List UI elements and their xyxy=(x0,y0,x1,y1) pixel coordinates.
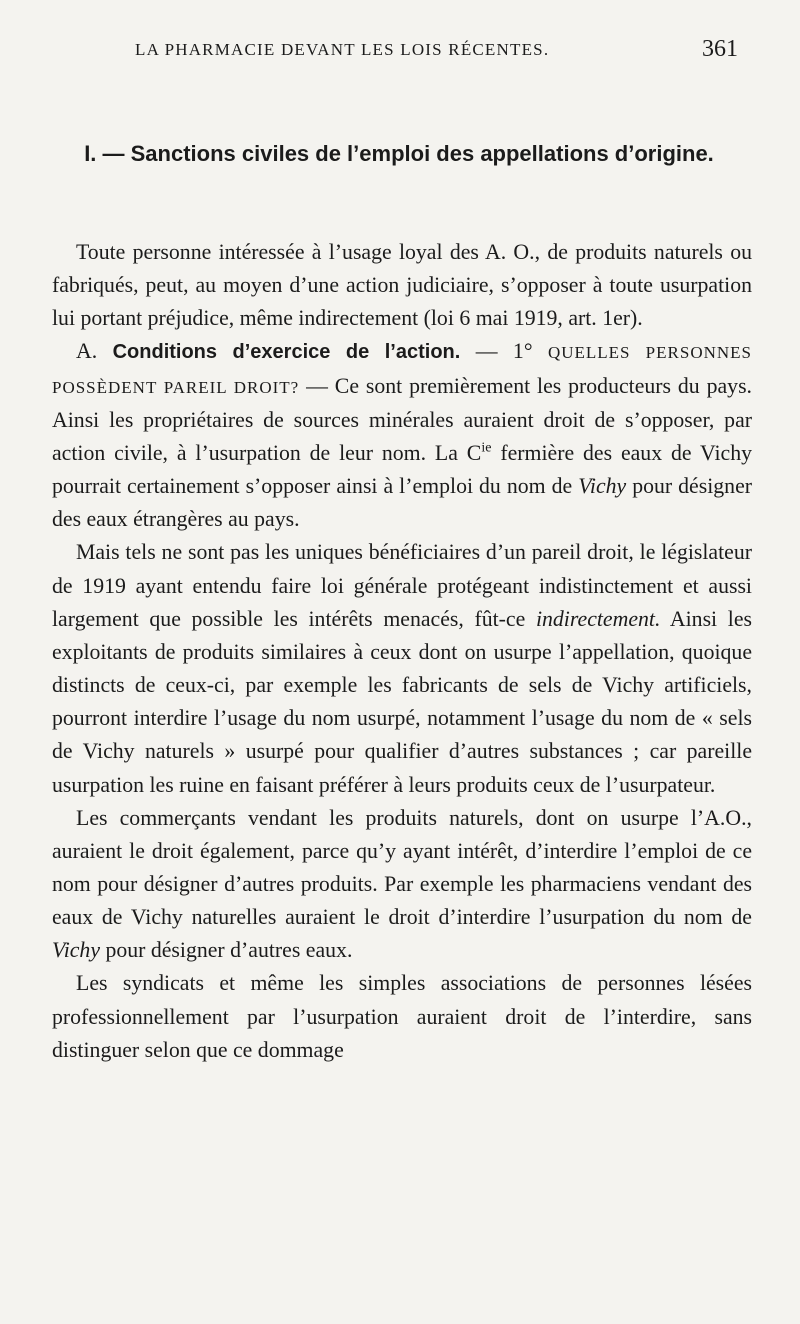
paragraph-2 xyxy=(52,335,752,536)
paragraph-4-text-2: pour désigner d’autres eaux. xyxy=(100,938,353,963)
subsection-letter: A. xyxy=(76,339,113,364)
paragraph-3-text-2: Ainsi les exploitants de produits similaires à ceux dont on usurpe l’appellation, quoique distincts de ceux-ci, par exemple les fabricants de sels de Vichy artificiels, pourront interdire l’usage du nom usurpé, notamment l’usage du nom de « sels de Vichy naturels » usurpé pour qualifier d’autres substances ; car pareille usurpation les ruine en faisant préférer à leurs produits ceux de l’usurpateur. xyxy=(52,606,752,797)
page-number: 361 xyxy=(702,36,738,62)
paragraph-2-text-3: pour désigner des eaux étrangères au pays. xyxy=(52,474,752,532)
section-title: I. — Sanctions civiles de l’emploi des appellations d’origine. xyxy=(84,141,714,166)
italic-vichy: Vichy xyxy=(578,474,627,499)
body-text xyxy=(52,236,752,1067)
question-smallcaps: QUELLES PERSONNES POSSÈDENT PAREIL DROIT? xyxy=(52,343,752,397)
subsection-heading: Conditions d’exercice de l’action. xyxy=(112,341,461,364)
paragraph-3-text-1: Mais tels ne sont pas les uniques bénéficiaires d’un pareil droit, le législateur de 1919 ayant entendu faire loi générale protégeant indistinctement et aussi largement que possible les intérêts menacés, fût-ce xyxy=(52,540,752,631)
paragraph-3 xyxy=(52,536,752,801)
italic-indirectement: indirectement. xyxy=(535,606,661,631)
paragraph-1: Toute personne intéressée à l’usage loyal des A. O., de produits naturels ou fabriqués, peut, au moyen d’une action judiciaire, s’opposer à toute usurpation lui portant préjudice, même indirectement (loi 6 mai 1919, art. 1er). xyxy=(52,240,752,331)
italic-vichy-2: Vichy xyxy=(52,938,100,963)
paragraph-4 xyxy=(52,802,752,968)
paragraph-2-text-1: — Ce sont premièrement les producteurs du pays. Ainsi les propriétaires de sources minérales auraient droit de s’opposer, par action civile, à l’usurpation de leur nom. La C xyxy=(52,373,752,465)
paragraph-4-text-1: Les commerçants vendant les produits naturels, dont on usurpe l’A.O., auraient le droit également, parce qu’y ayant intérêt, d’interdire l’emploi de ce nom pour désigner d’autres produits. Par exemple les pharmaciens vendant des eaux de Vichy naturelles auraient le droit d’interdire l’usurpation du nom de xyxy=(52,805,752,930)
running-head: LA PHARMACIE DEVANT LES LOIS RÉCENTES. xyxy=(135,40,550,59)
subsection-dash: — 1° xyxy=(460,339,548,364)
paragraph-5: Les syndicats et même les simples associations de personnes lésées professionnellement par l’usurpation auraient droit de l’interdire, sans distinguer selon que ce dommage xyxy=(52,971,752,1062)
superscript: ie xyxy=(481,440,492,456)
paragraph-2-text-2: fermière des eaux de Vichy pourrait certainement s’opposer ainsi à l’emploi du nom de xyxy=(52,440,752,499)
